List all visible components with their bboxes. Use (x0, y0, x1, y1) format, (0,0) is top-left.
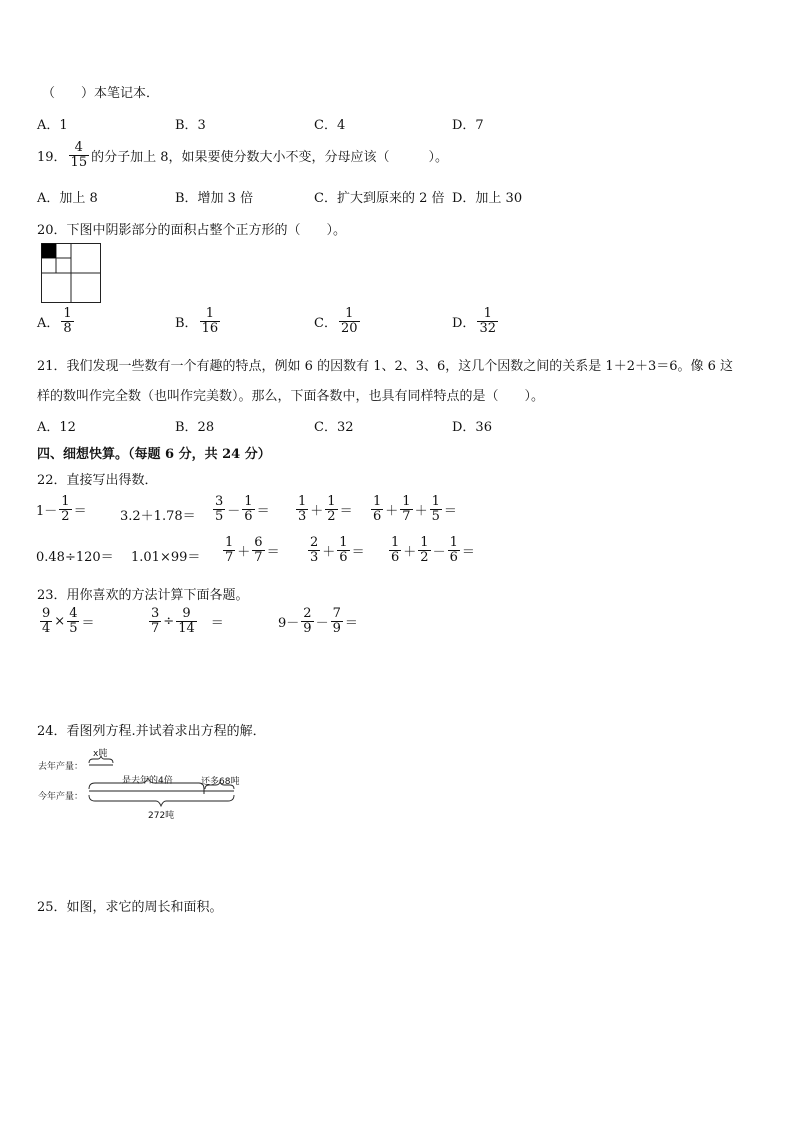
times4-brace (89, 778, 204, 789)
q19-text: 的分子加上 8，如果要使分数大小不变，分母应该（ ）。 (91, 149, 448, 165)
total-brace (89, 795, 234, 806)
q22-expr-5: $\frac{1}{6}$ ＋ $\frac{1}{7}$ ＋ $\frac{1}{5}$ ＝ (373, 494, 457, 524)
q19-option-d: D．加上 30 (452, 191, 523, 206)
q22-expr-4: $\frac{1}{3}$ ＋ $\frac{1}{2}$ ＝ (298, 494, 353, 524)
q25-stem: 25．如图，求它的周长和面积。 (37, 900, 223, 915)
q22-stem: 22．直接写出得数． (37, 473, 158, 488)
q19-option-b: B．增加 3 倍 (175, 191, 254, 206)
q24-this-year-label: 今年产量： (38, 792, 84, 802)
q24-x-label: x吨 (93, 749, 108, 759)
q21-option-c: C．32 (314, 420, 354, 435)
q20-option-b: B． $\frac{1}{16}$ (175, 306, 219, 336)
q22-expr-10: $\frac{1}{6}$ ＋ $\frac{1}{2}$ － $\frac{1}{6}$ ＝ (391, 535, 475, 565)
q22-expr-3: $\frac{3}{5}$ － $\frac{1}{6}$ ＝ (215, 494, 270, 524)
q21-option-b: B．28 (175, 420, 215, 435)
q19-option-a: A．加上 8 (37, 191, 98, 206)
q22-expr-2: 3.2＋1.78＝ (120, 509, 196, 524)
section-title: 四、细想快算。（每题 6 分，共 24 分） (37, 447, 271, 462)
q24-stem: 24．看图列方程.并试着求出方程的解． (37, 724, 266, 739)
q20-square-figure (41, 243, 102, 304)
q18-option-b: B．3 (175, 118, 206, 133)
q20-option-c: C． $\frac{1}{20}$ (314, 306, 358, 336)
q18-option-a: A．1 (37, 118, 68, 133)
q22-expr-1: 1－ $\frac{1}{2}$ ＝ (36, 494, 87, 524)
q18-option-d: D．7 (452, 118, 484, 133)
q18-option-c: C．4 (314, 118, 346, 133)
q23-expr-2: $\frac{3}{7}$ ÷ $\frac{9}{14}$ ＝ (151, 606, 224, 636)
q24-more68-label: 还多68吨 (201, 777, 240, 787)
q21-option-d: D．36 (452, 420, 492, 435)
q22-expr-7: 1.01×99＝ (131, 550, 201, 565)
q22-expr-6: 0.48÷120＝ (36, 550, 114, 565)
q20-option-d: D． $\frac{1}{32}$ (452, 306, 496, 336)
q23-expr-3: 9－ $\frac{2}{9}$ － $\frac{7}{9}$ ＝ (278, 606, 358, 636)
q24-last-year-label: 去年产量： (38, 762, 84, 772)
q19-stem (37, 141, 448, 169)
shaded-square (42, 244, 57, 259)
more68-brace (205, 782, 234, 789)
q23-stem: 23．用你喜欢的方法计算下面各题。 (37, 588, 249, 603)
q22-expr-9: $\frac{2}{3}$ ＋ $\frac{1}{6}$ ＝ (310, 535, 365, 565)
q24-line-diagram (80, 755, 240, 810)
q19-fraction: $\frac{4}{15}$ (70, 140, 88, 170)
q19-option-c: C．扩大到原来的 2 倍 (314, 191, 445, 206)
q22-expr-8: $\frac{1}{7}$ ＋ $\frac{6}{7}$ ＝ (225, 535, 280, 565)
q20-option-a: A． $\frac{1}{8}$ (37, 306, 72, 336)
q19-number: 19． (37, 149, 67, 165)
q21-line1: 21．我们发现一些数有一个有趣的特点，例如 6 的因数有 1、2、3、6，这几个因数之间的关系是 1＋2＋3＝6。像 6 这 (37, 359, 734, 374)
q20-stem: 20．下图中阴影部分的面积占整个正方形的（ ）。 (37, 223, 347, 238)
q21-line2: 样的数叫作完全数（也叫作完美数）。那么，下面各数中，也具有同样特点的是（ ）。 (37, 389, 545, 404)
q24-total-label: 272吨 (148, 811, 175, 821)
q23-expr-1: $\frac{9}{4}$ × $\frac{4}{5}$ ＝ (42, 606, 95, 636)
q24-times4-label: 是去年的4倍 (122, 776, 173, 786)
q18-stem: （ ）本笔记本． (42, 86, 160, 101)
x-brace (89, 756, 113, 763)
q21-option-a: A．12 (37, 420, 76, 435)
